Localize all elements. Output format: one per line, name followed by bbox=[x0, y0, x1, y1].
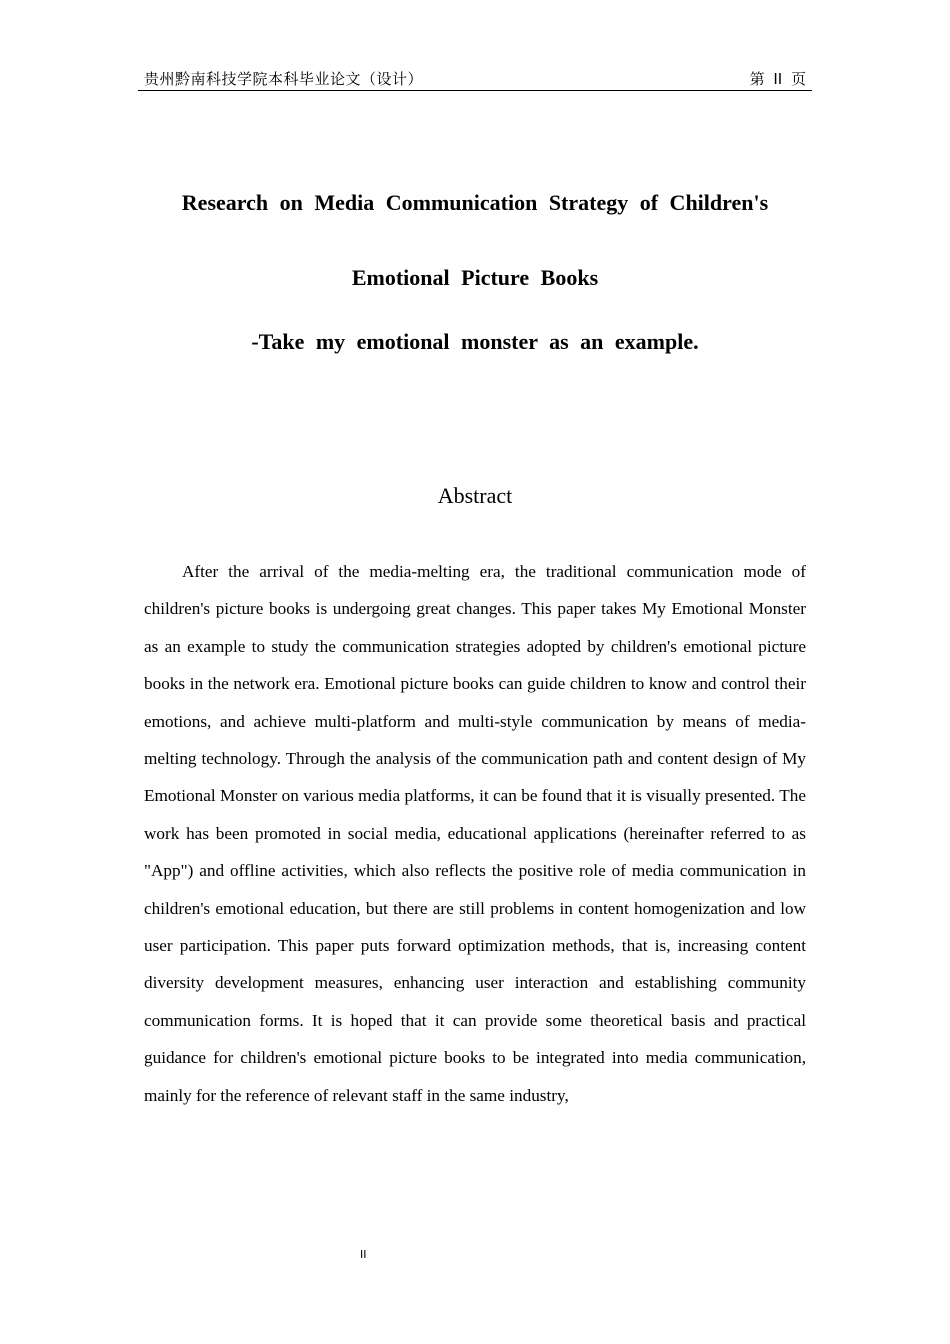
abstract-heading: Abstract bbox=[437, 483, 513, 508]
header-page-label: 第 II 页 bbox=[749, 70, 806, 88]
paper-title-line-1: Research on Media Communication Strategy of Children's bbox=[181, 190, 769, 215]
page-number: II bbox=[360, 1248, 367, 1261]
paper-title-line-2: Emotional Picture Books bbox=[351, 265, 599, 290]
header-thesis-label: 贵州黔南科技学院本科毕业论文（设计） bbox=[144, 70, 424, 88]
paper-subtitle: -Take my emotional monster as an example. bbox=[251, 329, 699, 354]
page-header bbox=[138, 68, 812, 91]
abstract-body: After the arrival of the media-melting era, the traditional communication mode of children's picture books is undergoing great changes. This paper takes My Emotional Monster as an example to study the communication strategies adopted by children's emotional picture books in the network era. Emotional picture books can guide children to know and control their emotions, and achieve multi-platform and multi-style communication by means of media-melting technology. Through the analysis of the communication path and content design of My Emotional Monster on various media platforms, it can be found that it is visually presented. The work has been promoted in social media, educational applications (hereinafter referred to as "App") and offline activities, which also reflects the positive role of media communication in children's emotional education, but there are still problems in content homogenization and low user participation. This paper puts forward optimization methods, that is, increasing content diversity development measures, enhancing user interaction and establishing community communication forms. It is hoped that it can provide some theoretical basis and practical guidance for children's emotional picture books to be integrated into media communication, mainly for the reference of relevant staff in the same industry, bbox=[144, 562, 806, 1105]
